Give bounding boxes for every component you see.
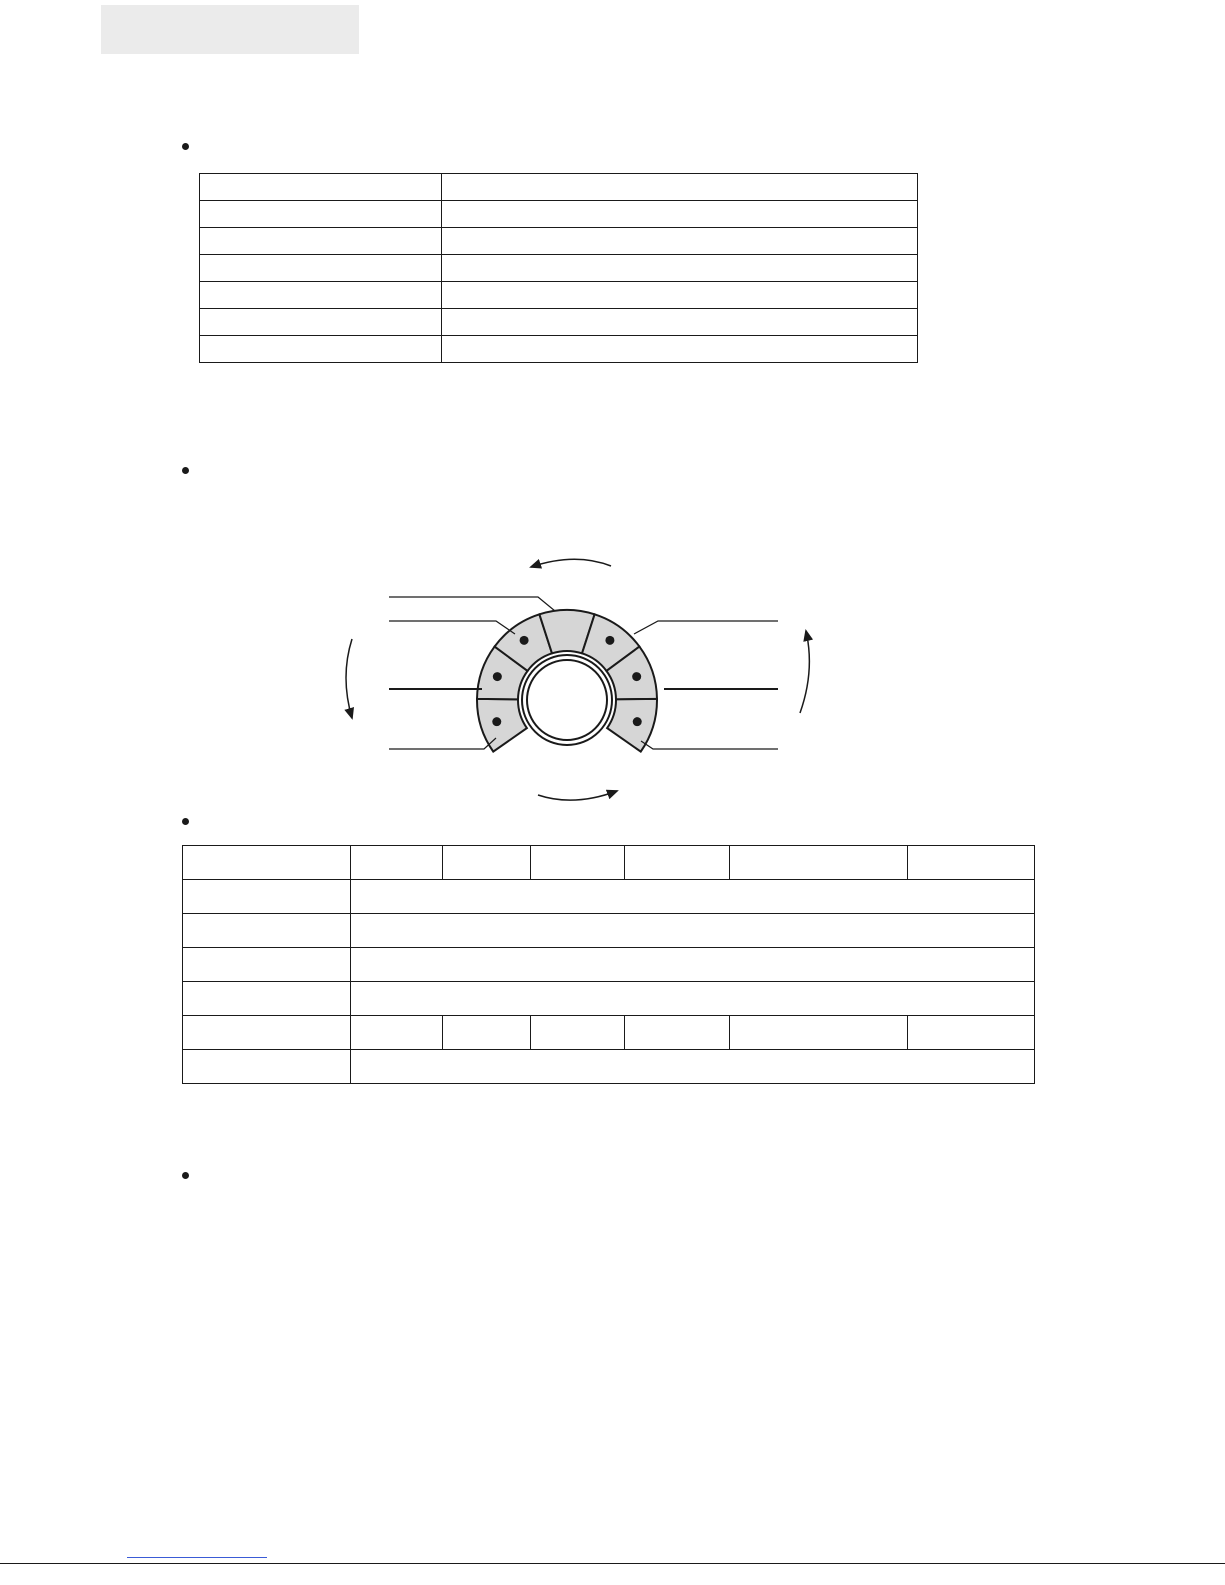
table-cell [183,914,351,948]
dial-knob [527,660,607,740]
table-cell [183,846,351,880]
table-row [183,982,1035,1016]
table-cell [908,846,1035,880]
program-table [182,845,1035,1084]
table-cell [531,1016,625,1050]
arrow-top-icon [531,559,611,567]
table-cell [531,846,625,880]
table-cell [183,1050,351,1084]
dial-dot [605,636,614,645]
table-row [183,948,1035,982]
footer-link-underline[interactable] [127,1557,267,1558]
dial-segment[interactable] [607,699,657,752]
table-row [183,914,1035,948]
table-cell [183,1016,351,1050]
table-cell [443,1016,531,1050]
table-cell [351,1016,443,1050]
leader-line-upper-right [634,621,778,634]
leader-line-lower-right [641,741,778,749]
dial-dot [492,717,501,726]
leader-line-lower-left [389,738,496,749]
table-cell [183,880,351,914]
table-cell [351,1050,1035,1084]
table-cell [351,948,1035,982]
table-cell [625,846,730,880]
dial-dot [632,672,641,681]
table-cell [908,1016,1035,1050]
table-row [183,1016,1035,1050]
table-cell [443,846,531,880]
table-cell [351,982,1035,1016]
arrow-bottom-icon [538,791,617,800]
table-row [183,846,1035,880]
arrow-left-icon [346,639,352,718]
table-cell [730,846,908,880]
bullet-section-4 [182,1172,189,1179]
table-row [183,1050,1035,1084]
table-cell [183,948,351,982]
table-cell [351,846,443,880]
table-row [183,880,1035,914]
bullet-section-3 [182,818,189,825]
leader-line-top [389,597,555,611]
dial-dot [520,636,529,645]
arrow-right-icon [800,631,809,713]
footer-rule [0,1563,1225,1564]
table-cell [730,1016,908,1050]
table-cell [183,982,351,1016]
leader-line-upper-left [389,621,515,634]
dial-dot [493,672,502,681]
dial-dot [633,717,642,726]
dial-segment[interactable] [477,699,527,752]
table-cell [351,880,1035,914]
table-cell [351,914,1035,948]
table-cell [625,1016,730,1050]
